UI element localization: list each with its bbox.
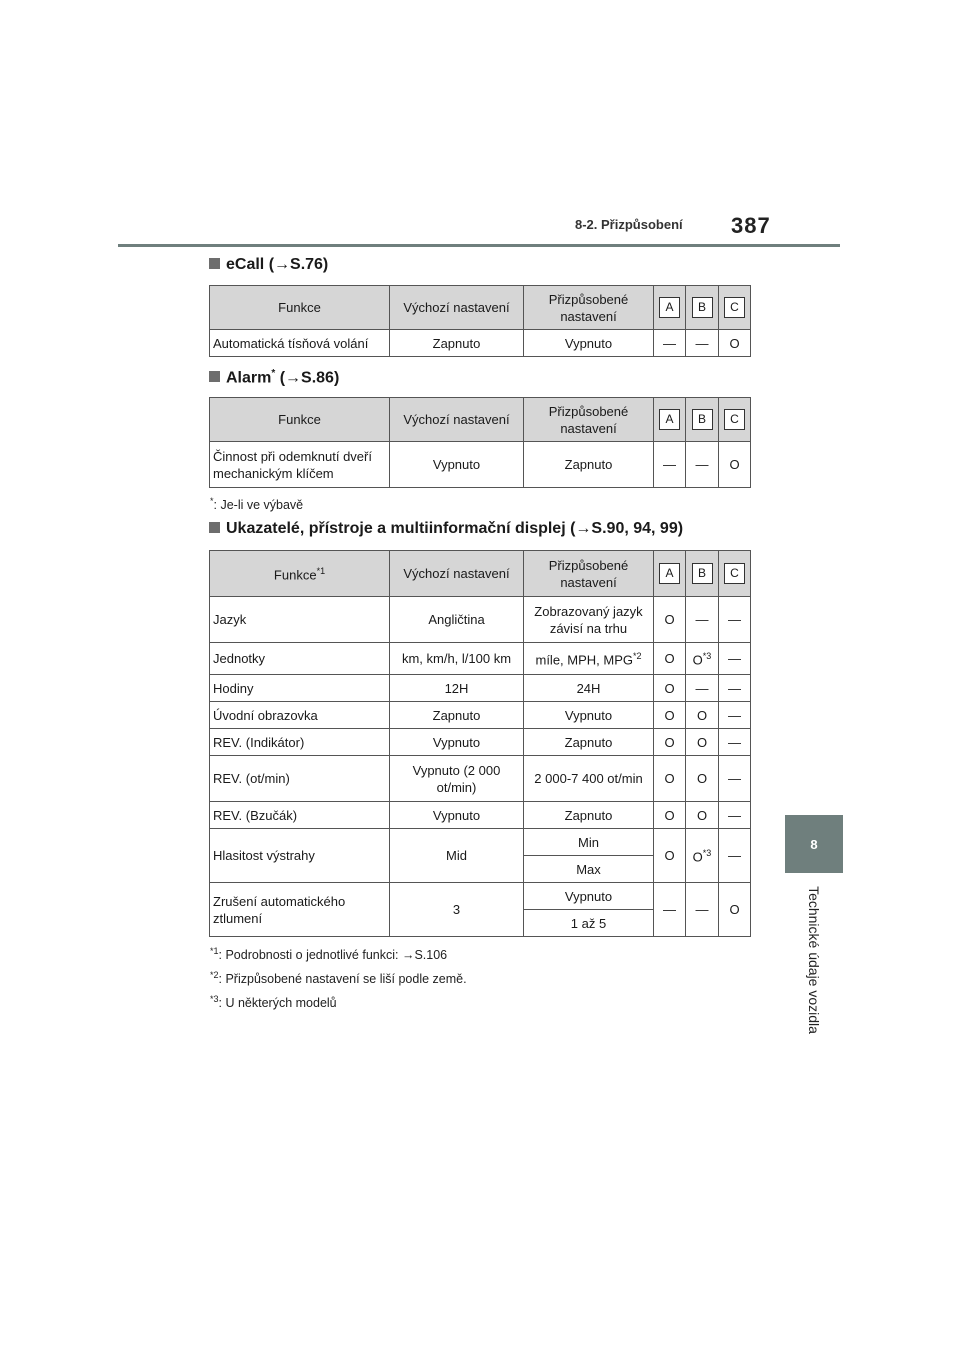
heading-alarm: Alarm* (→S.86) (209, 368, 339, 387)
cell-default: 12H (390, 675, 524, 702)
table-row (210, 597, 751, 643)
cell-custom: Vypnuto (524, 702, 654, 729)
cell-default: Vypnuto (2 000 ot/min) (390, 756, 524, 802)
cell-a: O (654, 597, 686, 643)
cell-function: Jazyk (210, 597, 390, 643)
square-bullet-icon (209, 522, 220, 533)
cell-b: O (686, 802, 719, 829)
table-alarm (209, 397, 751, 488)
cell-c: — (719, 802, 751, 829)
col-header-default: Výchozí nastavení (390, 398, 524, 442)
cell-b: — (686, 442, 719, 488)
cell-custom: Zapnuto (524, 802, 654, 829)
cell-function: Automatická tísňová volání (210, 330, 390, 357)
table-row (210, 756, 751, 802)
cell-default: Vypnuto (390, 442, 524, 488)
cell-default: Angličtina (390, 597, 524, 643)
table-ecall (209, 285, 751, 357)
table-row (210, 702, 751, 729)
cell-default: Vypnuto (390, 802, 524, 829)
cell-b: $O^{*3}$ (686, 643, 719, 675)
table-header-row (210, 398, 751, 442)
footnote-3: $^{*3}$: U některých modelů (210, 994, 337, 1011)
cell-function: Hlasitost výstrahy (210, 829, 390, 883)
cell-c: O (719, 330, 751, 357)
cell-custom: Vypnuto (524, 883, 654, 910)
cell-c: O (719, 442, 751, 488)
cell-custom: Zapnuto (524, 442, 654, 488)
footnote-2: $^{*2}$: Přizpůsobené nastavení se liší podle země. (210, 970, 467, 987)
cell-custom: Vypnuto (524, 330, 654, 357)
cell-a: O (654, 702, 686, 729)
footnote-1: $^{*1}$: Podrobnosti o jednotlivé funkci: →S.106 (210, 946, 448, 963)
cell-function: Činnost při odemknutí dveří mechanickým klíčem (210, 442, 390, 488)
square-bullet-icon (209, 371, 220, 382)
table-row (210, 802, 751, 829)
cell-a: O (654, 729, 686, 756)
heading-displays: Ukazatelé, přístroje a multiinformační displej (→S.90, 94, 99) (209, 520, 683, 538)
section-title: 8-2. Přizpůsobení (575, 217, 683, 232)
cell-c: O (719, 883, 751, 937)
col-header-funkce: Funkce$^{*1}$ (210, 551, 390, 597)
cell-function: Hodiny (210, 675, 390, 702)
cell-c: — (719, 597, 751, 643)
cell-custom: míle, MPH, MPG$^{*2}$ (524, 643, 654, 675)
cell-function: Jednotky (210, 643, 390, 675)
col-header-c: C (724, 409, 745, 430)
table-row (210, 675, 751, 702)
cell-b: O (686, 756, 719, 802)
cell-b: — (686, 330, 719, 357)
cell-a: — (654, 330, 686, 357)
cell-a: O (654, 643, 686, 675)
cell-b: — (686, 675, 719, 702)
cell-a: — (654, 442, 686, 488)
cell-b: — (686, 597, 719, 643)
cell-a: O (654, 675, 686, 702)
cell-custom: Zobrazovaný jazyk závisí na trhu (524, 597, 654, 643)
cell-c: — (719, 675, 751, 702)
col-header-a: A (659, 297, 680, 318)
col-header-a: A (659, 409, 680, 430)
header-rule (118, 244, 840, 247)
col-header-b: B (692, 409, 713, 430)
table-header-row (210, 286, 751, 330)
cell-c: — (719, 702, 751, 729)
col-header-c: C (724, 297, 745, 318)
cell-b: O (686, 729, 719, 756)
table-row (210, 883, 751, 910)
col-header-a: A (659, 563, 680, 584)
cell-default: Zapnuto (390, 702, 524, 729)
table-row (210, 729, 751, 756)
cell-b: — (686, 883, 719, 937)
cell-c: — (719, 829, 751, 883)
cell-default: km, km/h, l/100 km (390, 643, 524, 675)
cell-a: O (654, 829, 686, 883)
cell-custom: 24H (524, 675, 654, 702)
cell-a: — (654, 883, 686, 937)
cell-c: — (719, 756, 751, 802)
cell-custom: 2 000-7 400 ot/min (524, 756, 654, 802)
cell-function: REV. (ot/min) (210, 756, 390, 802)
col-header-b: B (692, 563, 713, 584)
cell-function: Zrušení automatického ztlumení (210, 883, 390, 937)
col-header-b: B (692, 297, 713, 318)
cell-function: REV. (Indikátor) (210, 729, 390, 756)
cell-c: — (719, 729, 751, 756)
cell-c: — (719, 643, 751, 675)
cell-default: Zapnuto (390, 330, 524, 357)
cell-a: O (654, 802, 686, 829)
col-header-funkce: Funkce (210, 398, 390, 442)
col-header-custom: Přizpůsobené nastavení (524, 551, 654, 597)
cell-custom: Min (524, 829, 654, 856)
page-number: 387 (731, 213, 771, 238)
cell-custom: Max (524, 856, 654, 883)
col-header-c: C (724, 563, 745, 584)
chapter-title: Technické údaje vozidla (806, 886, 822, 1034)
table-displays (209, 550, 751, 937)
square-bullet-icon (209, 258, 220, 269)
cell-b: $O^{*3}$ (686, 829, 719, 883)
cell-a: O (654, 756, 686, 802)
cell-custom: 1 až 5 (524, 910, 654, 937)
table-row (210, 829, 751, 856)
heading-ecall: eCall (→S.76) (209, 256, 328, 274)
table-row (210, 643, 751, 675)
cell-custom: Zapnuto (524, 729, 654, 756)
table-row (210, 442, 751, 488)
cell-function: Úvodní obrazovka (210, 702, 390, 729)
cell-b: O (686, 702, 719, 729)
chapter-tab: 8 (785, 815, 843, 873)
col-header-funkce: Funkce (210, 286, 390, 330)
cell-default: 3 (390, 883, 524, 937)
cell-default: Vypnuto (390, 729, 524, 756)
note-alarm: *: Je-li ve výbavě (210, 496, 304, 513)
col-header-default: Výchozí nastavení (390, 286, 524, 330)
table-header-row (210, 551, 751, 597)
table-row (210, 330, 751, 357)
col-header-custom: Přizpůsobené nastavení (524, 286, 654, 330)
cell-function: REV. (Bzučák) (210, 802, 390, 829)
col-header-default: Výchozí nastavení (390, 551, 524, 597)
cell-default: Mid (390, 829, 524, 883)
col-header-custom: Přizpůsobené nastavení (524, 398, 654, 442)
